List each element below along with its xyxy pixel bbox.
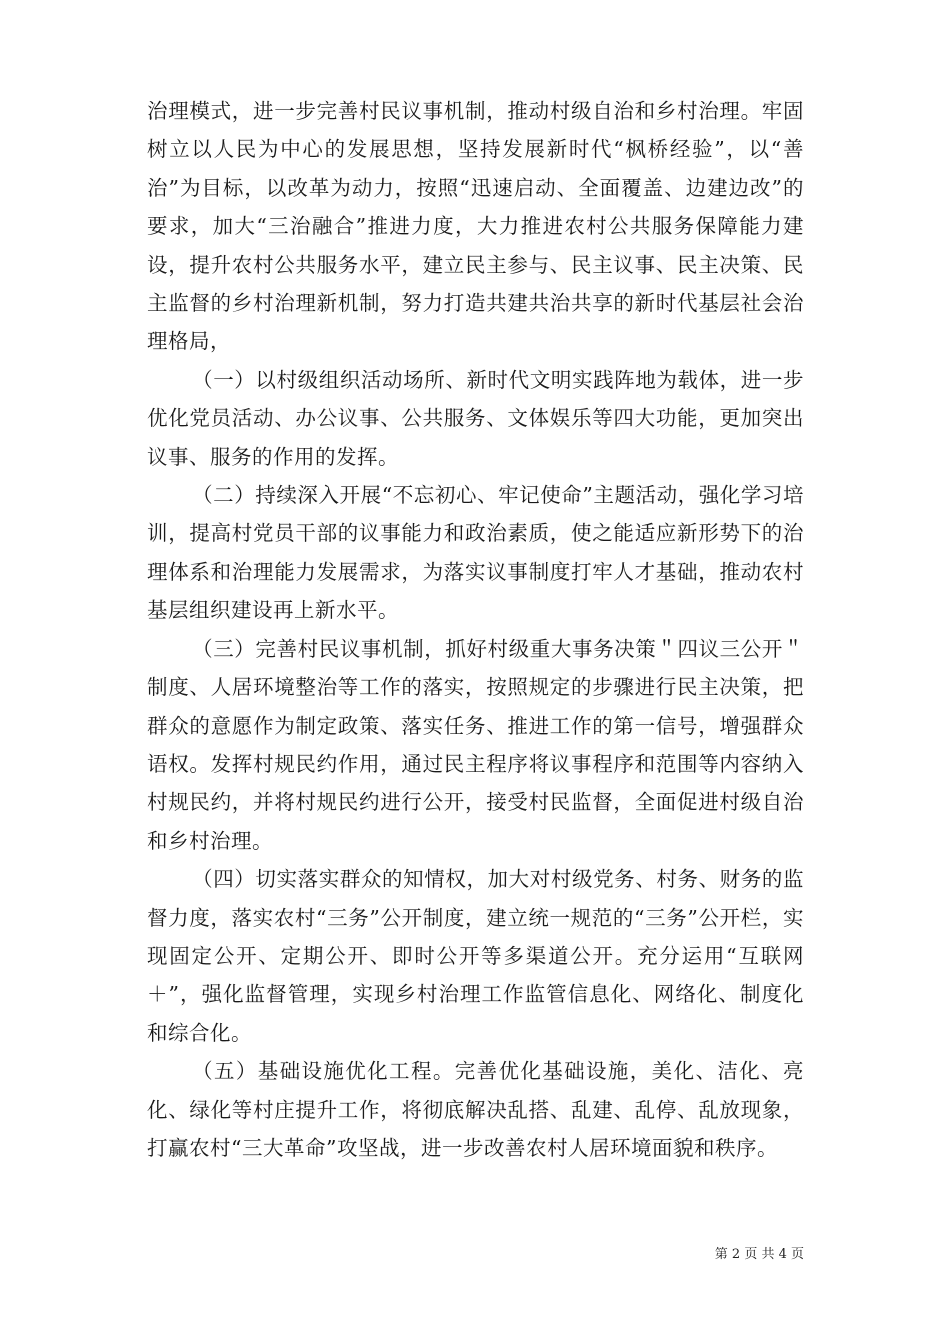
paragraph-item-2: （二）持续深入开展“不忘初心、牢记使命”主题活动，强化学习培训，提高村党员干部的议事能力和政治素质，使之能适应新形势下的治理体系和治理能力发展需求，为落实议事制度打牢人才基础，推动农村基层组织建设再上新水平。 (147, 483, 804, 623)
document-body (147, 92, 804, 1167)
paragraph-item-1: （一）以村级组织活动场所、新时代文明实践阵地为载体，进一步优化党员活动、办公议事、公共服务、文体娱乐等四大功能，更加突出议事、服务的作用的发挥。 (147, 367, 804, 469)
paragraph-intro: 治理模式，进一步完善村民议事机制，推动村级自治和乡村治理。牢固树立以人民为中心的发展思想，坚持发展新时代“枫桥经验”，以“善治”为目标，以改革为动力，按照“迅速启动、全面覆盖、边建边改”的要求，加大“三治融合”推进力度，大力推进农村公共服务保障能力建设，提升农村公共服务水平，建立民主参与、民主议事、民主决策、民主监督的乡村治理新机制，努力打造共建共治共享的新时代基层社会治理格局， (147, 99, 804, 354)
paragraph-item-5: （五）基础设施优化工程。完善优化基础设施，美化、洁化、亮化、绿化等村庄提升工作，将彻底解决乱搭、乱建、乱停、乱放现象，打赢农村“三大革命”攻坚战，进一步改善农村人居环境面貌和秩序。 (147, 1059, 804, 1160)
paragraph-item-4: （四）切实落实群众的知情权，加大对村级党务、村务、财务的监督力度，落实农村“三务”公开制度，建立统一规范的“三务”公开栏，实现固定公开、定期公开、即时公开等多渠道公开。充分运用“互联网＋”，强化监督管理，实现乡村治理工作监管信息化、网络化、制度化和综合化。 (147, 867, 804, 1045)
page-number-footer: 第 2 页 共 4 页 (714, 1247, 804, 1262)
paragraph-item-3: （三）完善村民议事机制，抓好村级重大事务决策＂四议三公开＂制度、人居环境整治等工作的落实，按照规定的步骤进行民主决策，把群众的意愿作为制定政策、落实任务、推进工作的第一信号，增强群众语权。发挥村规民约作用，通过民主程序将议事程序和范围等内容纳入村规民约，并将村规民约进行公开，接受村民监督，全面促进村级自治和乡村治理。 (147, 636, 804, 853)
